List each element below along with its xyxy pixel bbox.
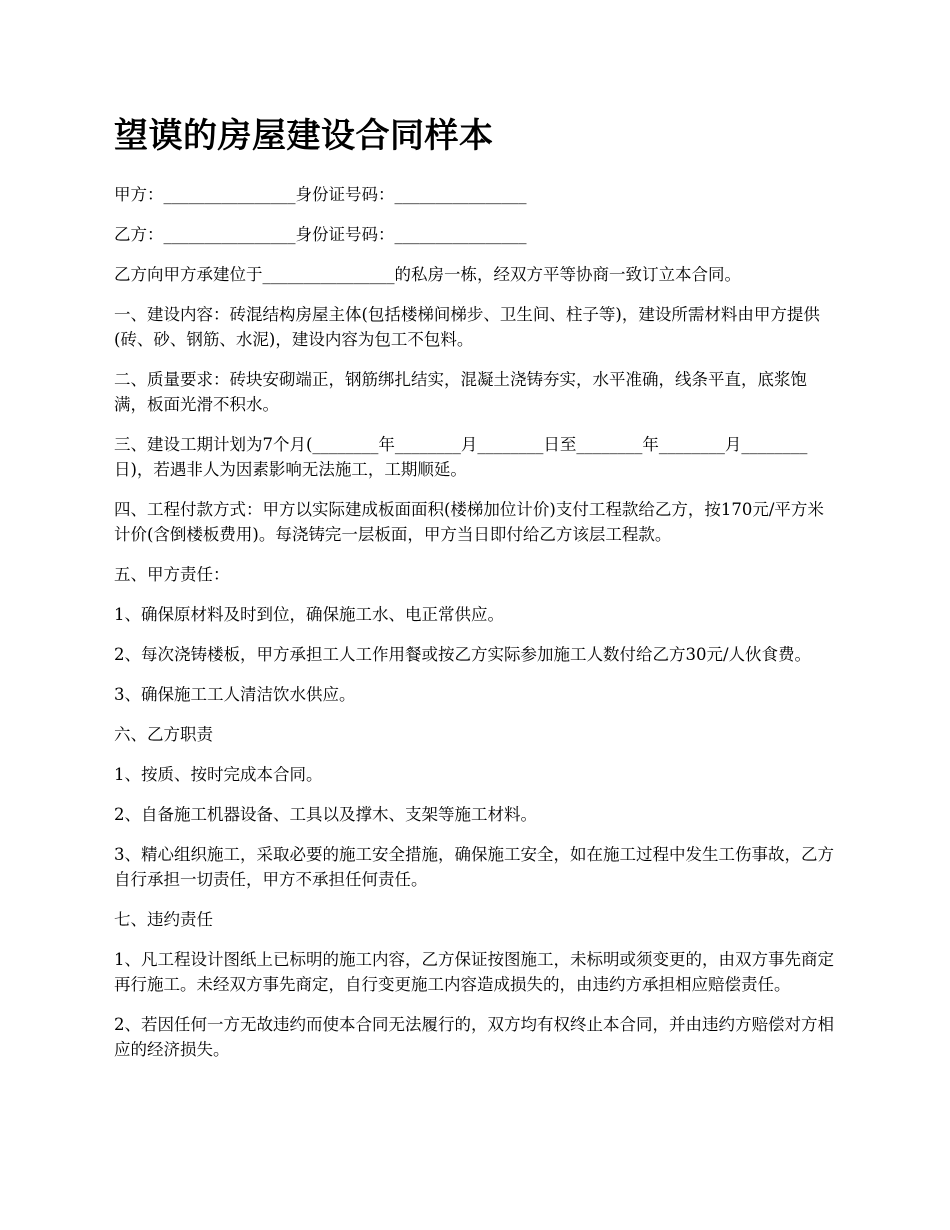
party-a-duty-item: 2、每次浇铸楼板，甲方承担工人工作用餐或按乙方实际参加施工人数付给乙方30元/人伙食费。 [114, 645, 812, 664]
clause-payment-method: 四、工程付款方式：甲方以实际建成板面面积(楼梯加位计价)支付工程款给乙方，按170元/平方米计价(含倒楼板费用)。每浇铸完一层板面，甲方当日即付给乙方该层工程款。 [114, 500, 824, 544]
section-heading-party-a-duties: 五、甲方责任： [114, 565, 230, 584]
breach-liability-item: 1、凡工程设计图纸上已标明的施工内容，乙方保证按图施工，未标明或须变更的，由双方事先商定再行施工。未经双方事先商定，自行变更施工内容造成损失的，由违约方承担相应赔偿责任。 [114, 950, 834, 994]
clause-quality-requirements: 二、质量要求：砖块安砌端正，钢筋绑扎结实，混凝土浇铸夯实，水平准确，线条平直，底浆饱满，板面光滑不积水。 [114, 370, 807, 414]
party-b-line: 乙方：________________身份证号码：________________ [114, 225, 527, 244]
party-b-duty-item: 1、按质、按时完成本合同。 [114, 765, 323, 784]
document-body [114, 112, 836, 1077]
party-a-duty-item: 1、确保原材料及时到位，确保施工水、电正常供应。 [114, 605, 504, 624]
section-heading-breach-liability: 七、违约责任 [114, 910, 213, 929]
clause-construction-content: 一、建设内容：砖混结构房屋主体(包括楼梯间梯步、卫生间、柱子等)，建设所需材料由甲方提供(砖、砂、钢筋、水泥)，建设内容为包工不包料。 [114, 305, 820, 349]
document-title: 望谟的房屋建设合同样本 [114, 116, 494, 156]
party-b-duty-item: 3、精心组织施工，采取必要的施工安全措施，确保施工安全，如在施工过程中发生工伤事故，乙方自行承担一切责任，甲方不承担任何责任。 [114, 845, 834, 889]
breach-liability-item: 2、若因任何一方无故违约而使本合同无法履行的，双方均有权终止本合同，并由违约方赔偿对方相应的经济损失。 [114, 1015, 834, 1059]
clause-construction-period: 三、建设工期计划为7个月(________年________月________日至________年________月________日)，若遇非人为因素影响无法施工，工期顺延。 [114, 435, 808, 479]
preamble-paragraph: 乙方向甲方承建位于________________的私房一栋，经双方平等协商一致订立本合同。 [114, 265, 741, 284]
party-a-duty-item: 3、确保施工工人清洁饮水供应。 [114, 685, 356, 704]
section-heading-party-b-duties: 六、乙方职责 [114, 725, 213, 744]
party-b-duty-item: 2、自备施工机器设备、工具以及撑木、支架等施工材料。 [114, 805, 537, 824]
party-a-line: 甲方：________________身份证号码：________________ [114, 185, 527, 204]
